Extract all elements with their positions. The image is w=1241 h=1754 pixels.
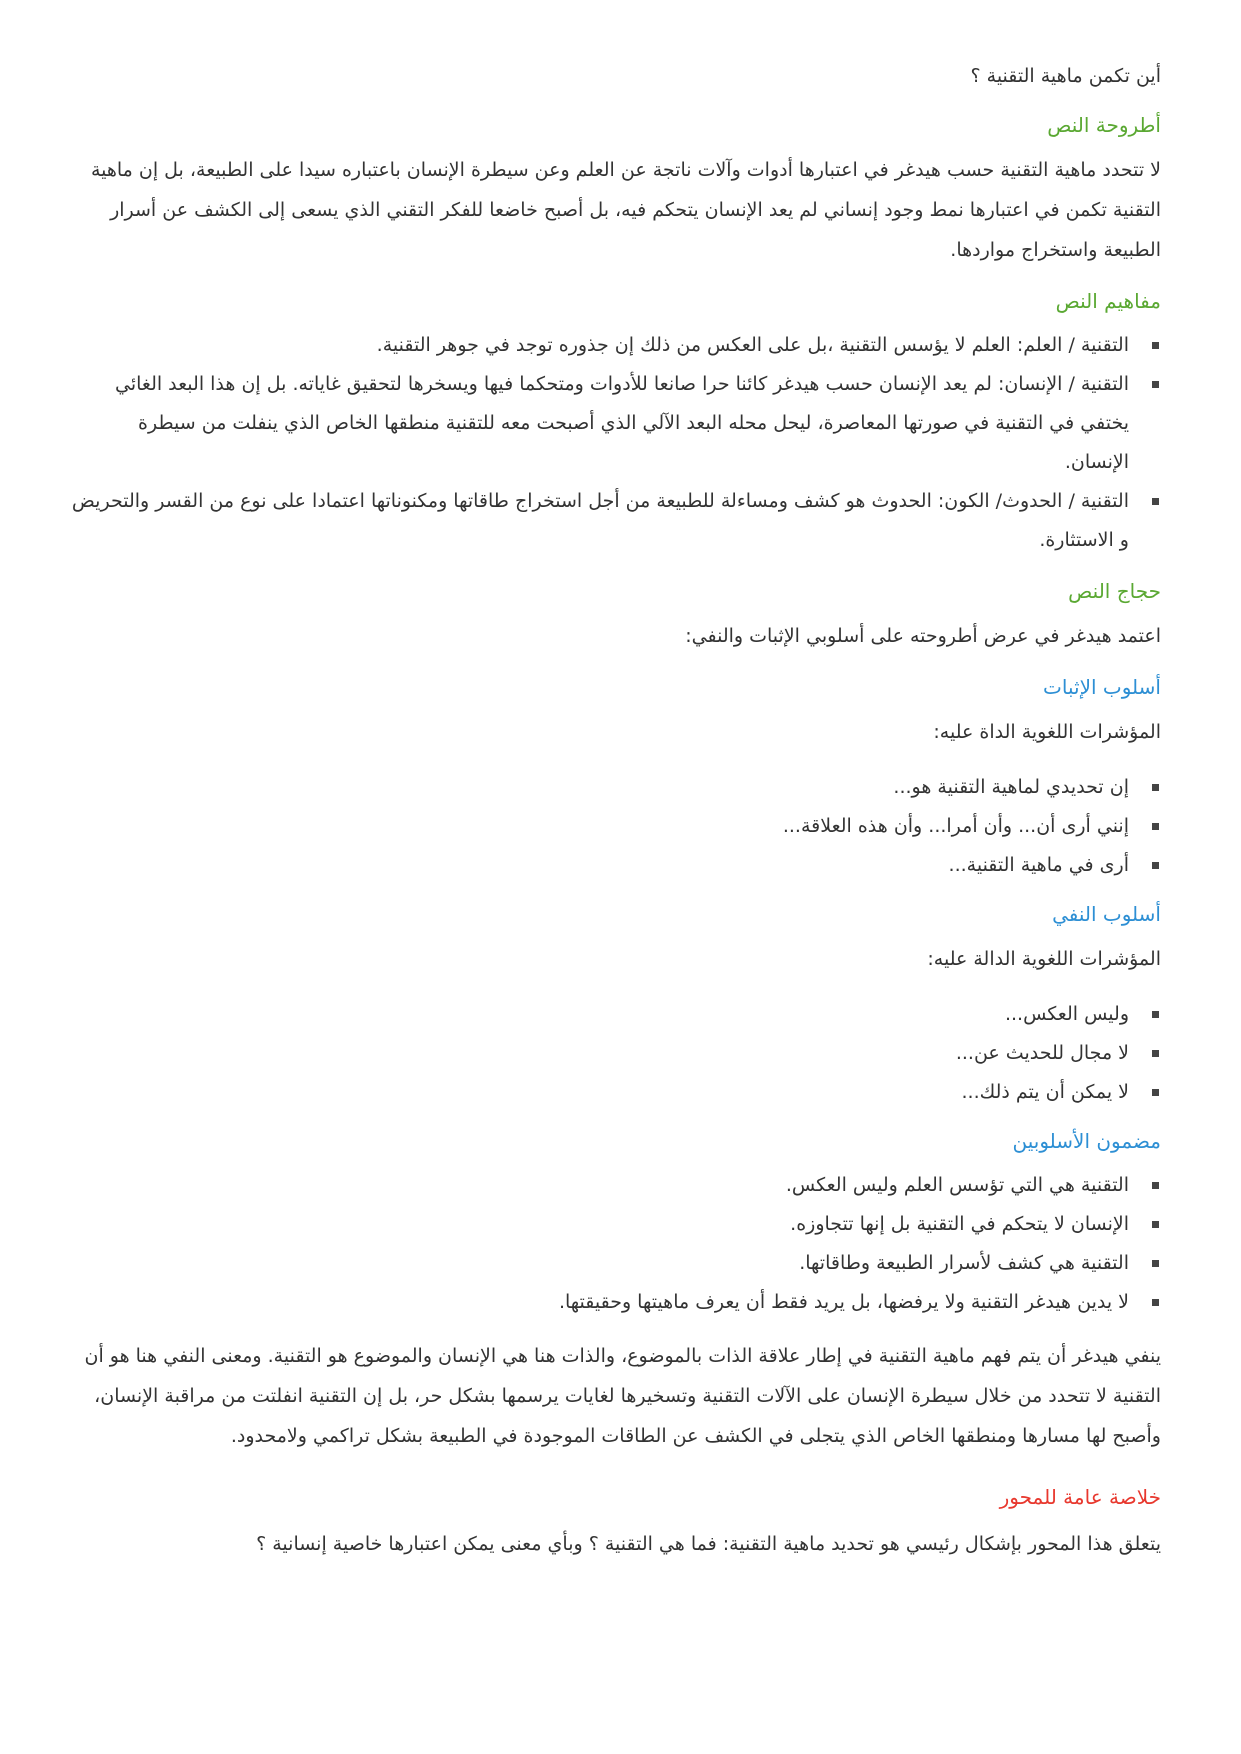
bullet-icon <box>1152 381 1159 388</box>
list-item <box>71 768 1129 807</box>
affirmation-list <box>71 768 1161 885</box>
negation-item: لا يمكن أن يتم ذلك... <box>961 1081 1129 1103</box>
affirmation-heading: أسلوب الإثبات <box>1043 675 1161 699</box>
negation-heading: أسلوب النفي <box>1052 902 1161 926</box>
bullet-icon <box>1152 784 1159 791</box>
content-item: لا يدين هيدغر التقنية ولا يرفضها، بل يريد فقط أن يعرف ماهيتها وحقيقتها. <box>558 1291 1129 1313</box>
summary-text: يتعلق هذا المحور بإشكال رئيسي هو تحديد ماهية التقنية: فما هي التقنية ؟ وبأي معنى يمكن اعتبارها خاصية إنسانية ؟ <box>256 1533 1161 1555</box>
affirmation-item: إن تحديدي لماهية التقنية هو... <box>893 776 1129 798</box>
affirmation-intro: المؤشرات اللغوية الداة عليه: <box>933 721 1161 743</box>
argument-heading: حجاج النص <box>1068 579 1161 603</box>
content-closing: ينفي هيدغر أن يتم فهم ماهية التقنية في إطار علاقة الذات بالموضوع، والذات هنا هي الإنسان والموضوع هو التقنية. ومعنى النفي هنا هو أن التقنية لا تتحدد من خلال سيطرة الإنسان على الآلات التقنية وتسخيرها لغايات يرسمها بشكل حر، بل إن التقنية انفلتت من مراقبة الإنسان، وأصبح لها مسارها ومنطقها الخاص الذي يتجلى في الكشف عن الطاقات الموجودة في الطبيعة بشكل تراكمي ولامحدود. <box>84 1345 1161 1447</box>
list-item <box>71 846 1129 885</box>
negation-item: لا مجال للحديث عن... <box>955 1042 1129 1064</box>
bullet-icon <box>1152 1221 1159 1228</box>
affirmation-item: أرى في ماهية التقنية... <box>948 854 1129 876</box>
bullet-icon <box>1152 1050 1159 1057</box>
concept-text: التقنية / العلم: العلم لا يؤسس التقنية ،بل على العكس من ذلك إن جذوره توجد في جوهر التقنية. <box>376 334 1129 356</box>
list-item <box>71 1283 1129 1322</box>
bullet-icon <box>1152 342 1159 349</box>
list-item <box>71 1034 1129 1073</box>
list-item <box>71 365 1129 482</box>
concepts-heading: مفاهيم النص <box>1055 289 1161 313</box>
bullet-icon <box>1152 498 1159 505</box>
document-body <box>71 56 1161 1564</box>
thesis-text: لا تتحدد ماهية التقنية حسب هيدغر في اعتبارها أدوات وآلات ناتجة عن العلم وعن سيطرة الإنسان باعتباره سيدا على الطبيعة، بل إن ماهية التقنية تكمن في اعتبارها نمط وجود إنساني لم يعد الإنسان يتحكم فيه، بل أصبح خاضعا للفكر التقني الذي يسعى إلى الكشف عن أسرار الطبيعة واستخراج مواردها. <box>90 159 1161 261</box>
list-item <box>71 1244 1129 1283</box>
concept-text: التقنية / الحدوث/ الكون: الحدوث هو كشف ومساءلة للطبيعة من أجل استخراج طاقاتها ومكنوناتها اعتمادا على نوع من القسر والتحريض و الاستثارة. <box>71 490 1129 551</box>
negation-list <box>71 995 1161 1112</box>
negation-item: وليس العكس... <box>1004 1003 1129 1025</box>
argument-text: اعتمد هيدغر في عرض أطروحته على أسلوبي الإثبات والنفي: <box>685 625 1161 647</box>
bullet-icon <box>1152 862 1159 869</box>
content-item: التقنية هي كشف لأسرار الطبيعة وطاقاتها. <box>799 1252 1129 1274</box>
intro-question: أين تكمن ماهية التقنية ؟ <box>970 65 1161 87</box>
bullet-icon <box>1152 1260 1159 1267</box>
content-heading: مضمون الأسلوبين <box>1012 1129 1161 1153</box>
content-item: التقنية هي التي تؤسس العلم وليس العكس. <box>785 1174 1129 1196</box>
list-item <box>71 807 1129 846</box>
list-item <box>71 1073 1129 1112</box>
concepts-list <box>71 326 1161 560</box>
concept-text: التقنية / الإنسان: لم يعد الإنسان حسب هيدغر كائنا حرا صانعا للأدوات ومتحكما فيها ويسخرها لتحقيق غاياته. بل إن هذا البعد الغائي يختفي في التقنية في صورتها المعاصرة، ليحل محله البعد الآلي الذي أصبحت معه للتقنية منطقها الخاص الذي ينفلت من سيطرة الإنسان. <box>114 373 1129 473</box>
summary-heading: خلاصة عامة للمحور <box>999 1485 1161 1509</box>
content-item: الإنسان لا يتحكم في التقنية بل إنها تتجاوزه. <box>790 1213 1129 1235</box>
negation-intro: المؤشرات اللغوية الدالة عليه: <box>927 948 1161 970</box>
content-list <box>71 1166 1161 1322</box>
bullet-icon <box>1152 1182 1159 1189</box>
list-item <box>71 1166 1129 1205</box>
bullet-icon <box>1152 1299 1159 1306</box>
list-item <box>71 995 1129 1034</box>
bullet-icon <box>1152 823 1159 830</box>
list-item <box>71 482 1129 560</box>
bullet-icon <box>1152 1089 1159 1096</box>
list-item <box>71 326 1129 365</box>
affirmation-item: إنني أرى أن... وأن أمرا... وأن هذه العلاقة... <box>782 815 1129 837</box>
bullet-icon <box>1152 1011 1159 1018</box>
thesis-heading: أطروحة النص <box>1047 113 1161 137</box>
list-item <box>71 1205 1129 1244</box>
